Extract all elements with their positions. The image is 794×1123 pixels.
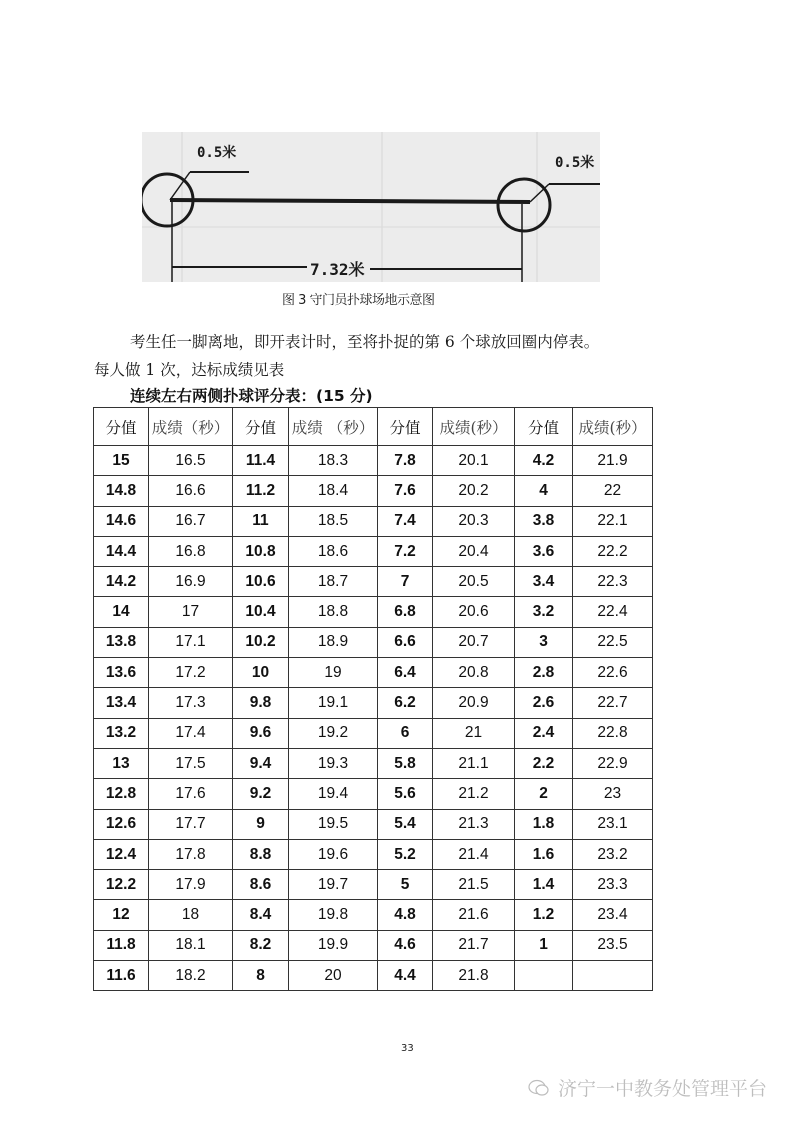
time-cell: 22.1	[573, 506, 653, 536]
score-cell: 1	[515, 930, 573, 960]
score-cell: 1.2	[515, 900, 573, 930]
goalkeeper-field-diagram	[142, 132, 600, 282]
left-radius-label: 0.5米	[197, 145, 237, 161]
time-cell: 20.7	[433, 627, 515, 657]
table-row	[94, 597, 653, 627]
time-cell: 17.3	[149, 688, 233, 718]
time-cell: 21.5	[433, 870, 515, 900]
header-time: 成绩（秒）	[149, 408, 233, 446]
score-cell: 10.2	[233, 627, 289, 657]
score-cell: 3	[515, 627, 573, 657]
time-cell: 19.6	[289, 839, 378, 869]
score-cell: 11	[233, 506, 289, 536]
time-cell: 22	[573, 476, 653, 506]
time-cell: 19.9	[289, 930, 378, 960]
table-row	[94, 627, 653, 657]
table-row	[94, 870, 653, 900]
table-row	[94, 506, 653, 536]
table-row	[94, 567, 653, 597]
score-cell: 10.6	[233, 567, 289, 597]
time-cell: 22.6	[573, 658, 653, 688]
time-cell: 18.7	[289, 567, 378, 597]
time-cell: 17	[149, 597, 233, 627]
score-cell: 6	[378, 718, 433, 748]
score-cell: 13.4	[94, 688, 149, 718]
time-cell: 19.1	[289, 688, 378, 718]
time-cell: 17.5	[149, 748, 233, 778]
table-row	[94, 748, 653, 778]
score-cell: 7.4	[378, 506, 433, 536]
score-cell: 10.8	[233, 536, 289, 566]
watermark	[528, 1074, 767, 1101]
score-cell: 13	[94, 748, 149, 778]
table-row	[94, 446, 653, 476]
time-cell: 20	[289, 961, 378, 991]
score-cell: 4.2	[515, 446, 573, 476]
time-cell: 20.8	[433, 658, 515, 688]
time-cell: 21.6	[433, 900, 515, 930]
time-cell: 17.8	[149, 839, 233, 869]
score-cell: 7	[378, 567, 433, 597]
score-cell: 14.8	[94, 476, 149, 506]
score-cell: 4	[515, 476, 573, 506]
time-cell: 22.4	[573, 597, 653, 627]
table-row	[94, 961, 653, 991]
time-cell: 19.8	[289, 900, 378, 930]
time-cell: 21.8	[433, 961, 515, 991]
time-cell: 20.3	[433, 506, 515, 536]
time-cell: 23.3	[573, 870, 653, 900]
score-cell: 8.6	[233, 870, 289, 900]
score-cell: 12.4	[94, 839, 149, 869]
time-cell: 18.6	[289, 536, 378, 566]
table-row	[94, 839, 653, 869]
time-cell: 22.2	[573, 536, 653, 566]
time-cell: 21.3	[433, 809, 515, 839]
time-cell: 21.9	[573, 446, 653, 476]
score-cell: 5.8	[378, 748, 433, 778]
time-cell: 23	[573, 779, 653, 809]
header-time: 成绩(秒）	[433, 408, 515, 446]
table-header-row	[94, 408, 653, 446]
score-cell: 6.2	[378, 688, 433, 718]
score-cell: 13.2	[94, 718, 149, 748]
header-score: 分值	[515, 408, 573, 446]
table-row	[94, 900, 653, 930]
header-time: 成绩 （秒）	[289, 408, 378, 446]
time-cell: 19.3	[289, 748, 378, 778]
time-cell: 20.9	[433, 688, 515, 718]
time-cell: 17.6	[149, 779, 233, 809]
time-cell: 19.5	[289, 809, 378, 839]
time-cell: 16.8	[149, 536, 233, 566]
score-cell: 12.8	[94, 779, 149, 809]
score-cell: 14.2	[94, 567, 149, 597]
time-cell: 20.2	[433, 476, 515, 506]
time-cell: 19	[289, 658, 378, 688]
table-row	[94, 809, 653, 839]
score-cell: 2.2	[515, 748, 573, 778]
header-time: 成绩(秒）	[573, 408, 653, 446]
time-cell: 22.3	[573, 567, 653, 597]
score-cell: 9.4	[233, 748, 289, 778]
score-table	[93, 407, 653, 991]
time-cell: 20.1	[433, 446, 515, 476]
right-radius-label: 0.5米	[555, 155, 595, 171]
score-cell: 13.8	[94, 627, 149, 657]
table-row	[94, 476, 653, 506]
table-row	[94, 658, 653, 688]
time-cell: 17.1	[149, 627, 233, 657]
score-cell: 7.8	[378, 446, 433, 476]
score-cell: 2	[515, 779, 573, 809]
table-row	[94, 718, 653, 748]
header-score: 分值	[233, 408, 289, 446]
page-number: 33	[401, 1043, 414, 1054]
score-cell: 4.8	[378, 900, 433, 930]
time-cell: 20.5	[433, 567, 515, 597]
score-cell: 1.6	[515, 839, 573, 869]
time-cell: 23.5	[573, 930, 653, 960]
header-score: 分值	[378, 408, 433, 446]
score-cell: 3.8	[515, 506, 573, 536]
time-cell: 18.5	[289, 506, 378, 536]
score-cell: 6.8	[378, 597, 433, 627]
time-cell: 18.2	[149, 961, 233, 991]
score-cell	[515, 961, 573, 991]
time-cell: 19.2	[289, 718, 378, 748]
score-cell: 9.8	[233, 688, 289, 718]
score-cell: 3.6	[515, 536, 573, 566]
goal-width-label: 7.32米	[310, 260, 365, 279]
time-cell: 16.9	[149, 567, 233, 597]
time-cell: 18.3	[289, 446, 378, 476]
figure-caption: 图 3 守门员扑球场地示意图	[282, 293, 435, 308]
time-cell: 16.6	[149, 476, 233, 506]
score-cell: 14.6	[94, 506, 149, 536]
time-cell: 22.9	[573, 748, 653, 778]
time-cell: 23.2	[573, 839, 653, 869]
time-cell: 17.7	[149, 809, 233, 839]
time-cell: 17.2	[149, 658, 233, 688]
paragraph-line-2: 每人做 1 次，达标成绩见表	[94, 361, 285, 379]
time-cell: 22.8	[573, 718, 653, 748]
score-cell: 11.8	[94, 930, 149, 960]
score-cell: 7.6	[378, 476, 433, 506]
time-cell: 17.4	[149, 718, 233, 748]
score-cell: 5.6	[378, 779, 433, 809]
score-cell: 14.4	[94, 536, 149, 566]
score-cell: 5.2	[378, 839, 433, 869]
time-cell: 23.4	[573, 900, 653, 930]
time-cell: 21	[433, 718, 515, 748]
time-cell: 16.5	[149, 446, 233, 476]
score-cell: 10	[233, 658, 289, 688]
score-cell: 11.2	[233, 476, 289, 506]
time-cell: 18	[149, 900, 233, 930]
time-cell: 22.7	[573, 688, 653, 718]
time-cell: 21.4	[433, 839, 515, 869]
time-cell: 20.6	[433, 597, 515, 627]
score-cell: 1.4	[515, 870, 573, 900]
header-score: 分值	[94, 408, 149, 446]
score-cell: 3.4	[515, 567, 573, 597]
time-cell: 18.4	[289, 476, 378, 506]
table-row	[94, 688, 653, 718]
time-cell: 21.1	[433, 748, 515, 778]
score-cell: 2.6	[515, 688, 573, 718]
score-cell: 11.6	[94, 961, 149, 991]
score-cell: 5.4	[378, 809, 433, 839]
time-cell: 20.4	[433, 536, 515, 566]
table-row	[94, 779, 653, 809]
watermark-text: 济宁一中教务处管理平台	[558, 1078, 768, 1100]
score-cell: 5	[378, 870, 433, 900]
score-cell: 12.2	[94, 870, 149, 900]
score-cell: 9	[233, 809, 289, 839]
score-cell: 7.2	[378, 536, 433, 566]
table-title: 连续左右两侧扑球评分表：(15 分)	[130, 387, 373, 405]
score-cell: 10.4	[233, 597, 289, 627]
time-cell: 21.2	[433, 779, 515, 809]
time-cell: 19.4	[289, 779, 378, 809]
time-cell: 19.7	[289, 870, 378, 900]
score-cell: 6.6	[378, 627, 433, 657]
score-cell: 14	[94, 597, 149, 627]
score-cell: 6.4	[378, 658, 433, 688]
time-cell: 23.1	[573, 809, 653, 839]
time-cell: 18.1	[149, 930, 233, 960]
score-cell: 4.4	[378, 961, 433, 991]
time-cell: 18.9	[289, 627, 378, 657]
score-cell: 3.2	[515, 597, 573, 627]
diagram-svg	[142, 132, 600, 282]
score-cell: 4.6	[378, 930, 433, 960]
score-cell: 12	[94, 900, 149, 930]
score-cell: 15	[94, 446, 149, 476]
wechat-icon	[528, 1079, 552, 1101]
score-cell: 1.8	[515, 809, 573, 839]
time-cell: 17.9	[149, 870, 233, 900]
score-cell: 9.2	[233, 779, 289, 809]
time-cell: 18.8	[289, 597, 378, 627]
paragraph-line-1: 考生任一脚离地，即开表计时，至将扑捉的第 6 个球放回圈内停表。	[130, 333, 600, 351]
table-row	[94, 536, 653, 566]
time-cell: 21.7	[433, 930, 515, 960]
table-row	[94, 930, 653, 960]
time-cell	[573, 961, 653, 991]
score-cell: 9.6	[233, 718, 289, 748]
score-cell: 8.8	[233, 839, 289, 869]
score-cell: 2.4	[515, 718, 573, 748]
time-cell: 16.7	[149, 506, 233, 536]
score-cell: 2.8	[515, 658, 573, 688]
score-cell: 8.2	[233, 930, 289, 960]
score-cell: 12.6	[94, 809, 149, 839]
time-cell: 22.5	[573, 627, 653, 657]
score-cell: 13.6	[94, 658, 149, 688]
score-cell: 8.4	[233, 900, 289, 930]
score-cell: 8	[233, 961, 289, 991]
score-cell: 11.4	[233, 446, 289, 476]
